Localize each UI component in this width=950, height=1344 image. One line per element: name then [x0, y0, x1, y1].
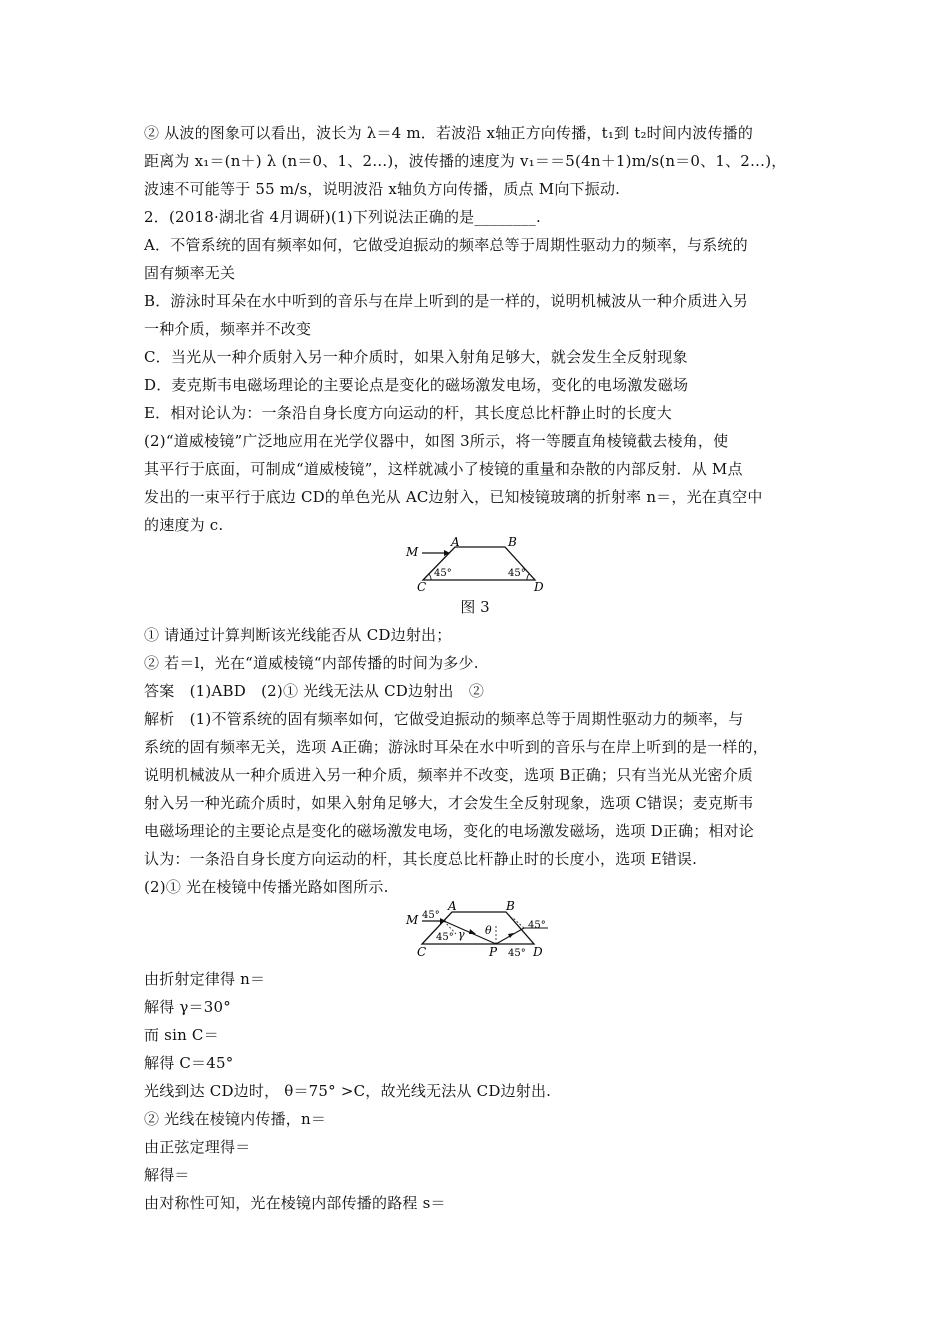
text-line: 距离为 x₁＝(n＋) λ (n＝0、1、2…)，波传播的速度为 v₁＝＝5(4n＋1)m/s(n＝0、1、2…)， — [144, 152, 787, 170]
derivation-line: 解得 C＝45° — [144, 1054, 234, 1072]
angle-label: 45° — [422, 910, 440, 921]
label-c: C — [417, 580, 427, 594]
label-d: D — [533, 945, 543, 959]
angle-label: 45° — [528, 920, 546, 931]
analysis-line: 电磁场理论的主要论点是变化的磁场激发电场，变化的电场激发磁场，选项 D正确；相对论 — [144, 822, 754, 840]
text-line: 波速不可能等于 55 m/s，说明波沿 x轴负方向传播，质点 M向下振动. — [144, 180, 621, 198]
derivation-line: 而 sin C＝ — [144, 1026, 219, 1044]
angle-arc — [527, 574, 529, 580]
angle-arc — [429, 574, 431, 580]
light-path-figure — [400, 898, 560, 960]
derivation-line: 解得 γ＝30° — [144, 998, 231, 1016]
analysis-line: 系统的固有频率无关，选项 A正确；游泳时耳朵在水中听到的音乐与在岸上听到的是一样的， — [144, 738, 769, 756]
label-c: C — [417, 945, 427, 959]
derivation-line: 由对称性可知，光在棱镜内部传播的路程 s＝ — [144, 1194, 446, 1212]
derivation-line: 由正弦定理得＝ — [144, 1138, 251, 1156]
label-gamma: γ — [458, 928, 465, 941]
sub-question-2: ② 若＝l，光在“道威棱镜“内部传播的时间为多少. — [144, 654, 479, 672]
analysis-line: 射入另一种光疏介质时，如果入射角足够大，才会发生全反射现象，选项 C错误；麦克斯韦 — [144, 794, 754, 812]
text-line: (2)“道威棱镜”广泛地应用在光学仪器中，如图 3所示，将一等腰直角棱镜截去棱角，使 — [144, 432, 729, 450]
analysis-line: 说明机械波从一种介质进入另一种介质，频率并不改变，选项 B正确；只有当光从光密介质 — [144, 766, 753, 784]
figure-caption: 图 3 — [460, 598, 490, 616]
analysis-line: 解析 (1)不管系统的固有频率如何，它做受迫振动的频率总等于周期性驱动力的频率，与 — [144, 710, 744, 728]
label-a: A — [448, 899, 457, 913]
derivation-line: 解得＝ — [144, 1166, 190, 1184]
label-m: M — [406, 545, 419, 559]
angle-label-right: 45° — [508, 568, 526, 579]
option-a-cont: 固有频率无关 — [144, 264, 236, 282]
option-d: D．麦克斯韦电磁场理论的主要论点是变化的磁场激发电场，变化的电场激发磁场 — [144, 376, 689, 394]
label-b: B — [506, 899, 515, 913]
label-d: D — [534, 580, 544, 594]
label-b: B — [508, 536, 517, 549]
derivation-line: 由折射定律得 n＝ — [144, 970, 266, 988]
text-line: 的速度为 c. — [144, 516, 224, 534]
angle-label: 45° — [436, 932, 454, 943]
option-b: B．游泳时耳朵在水中听到的音乐与在岸上听到的是一样的，说明机械波从一种介质进入另 — [144, 292, 749, 310]
label-p: P — [489, 945, 498, 959]
label-a: A — [451, 536, 460, 549]
sub-question-1: ① 请通过计算判断该光线能否从 CD边射出； — [144, 626, 452, 644]
question-heading: 2．(2018·湖北省 4月调研)(1)下列说法正确的是________. — [144, 208, 541, 226]
answer-line: 答案 (1)ABD (2)① 光线无法从 CD边射出 ② — [144, 682, 485, 700]
option-a: A．不管系统的固有频率如何，它做受迫振动的频率总等于周期性驱动力的频率，与系统的 — [144, 236, 748, 254]
option-c: C．当光从一种介质射入另一种介质时，如果入射角足够大，就会发生全反射现象 — [144, 348, 688, 366]
text-line: ② 从波的图象可以看出，波长为 λ＝4 m．若波沿 x轴正方向传播，t₁到 t₂时间内波传播的 — [144, 124, 754, 142]
angle-label: 45° — [508, 948, 526, 959]
ray-arrow-icon — [469, 929, 476, 934]
analysis-line: (2)① 光在棱镜中传播光路如图所示. — [144, 878, 389, 896]
label-theta: θ — [485, 924, 492, 937]
derivation-line: 光线到达 CD边时， θ＝75° >C，故光线无法从 CD边射出. — [144, 1082, 552, 1100]
option-b-cont: 一种介质，频率并不改变 — [144, 320, 312, 338]
option-e: E．相对论认为：一条沿自身长度方向运动的杆，其长度总比杆静止时的长度大 — [144, 404, 672, 422]
text-line: 其平行于底面，可制成“道威棱镜”，这样就减小了棱镜的重量和杂散的内部反射．从 M点 — [144, 460, 743, 478]
text-line: 发出的一束平行于底边 CD的单色光从 AC边射入，已知棱镜玻璃的折射率 n＝，光在真空中 — [144, 488, 763, 506]
dove-prism-figure — [400, 536, 560, 594]
derivation-line: ② 光线在棱镜内传播，n＝ — [144, 1110, 327, 1128]
angle-label-left: 45° — [434, 568, 452, 579]
label-m: M — [406, 913, 419, 927]
analysis-line: 认为：一条沿自身长度方向运动的杆，其长度总比杆静止时的长度小，选项 E错误. — [144, 850, 698, 868]
